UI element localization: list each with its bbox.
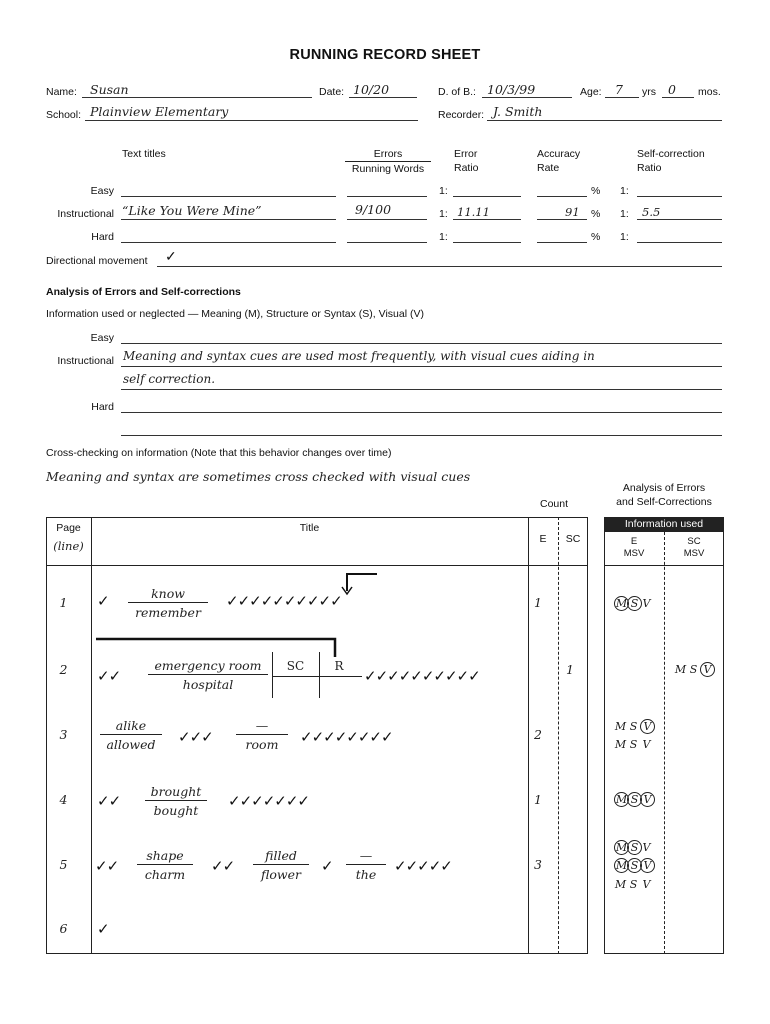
repetition-bracket-icon [95,637,340,659]
record-header-bottom [46,565,588,566]
row-hard-sc-line[interactable] [637,242,722,243]
miscue-text: the [355,867,377,882]
miscue-text: remember [135,605,201,620]
msv-m: M [614,720,627,733]
repetition-arrow-icon [338,571,380,597]
row-hard-errors-line[interactable] [347,242,427,243]
row-easy-label: Easy [90,185,114,197]
row-instructional-ratio-line [453,219,521,220]
row-instructional-sc-line [637,219,722,220]
miscue-text: bought [153,803,199,818]
error-count: 2 [534,727,542,742]
msv-s-circled: S [627,792,642,807]
directional-label: Directional movement [46,255,148,267]
miscue-alike-allowed [100,718,162,752]
check-marks: ✓✓✓✓✓ [394,857,452,875]
e-msv-line4 [614,792,653,807]
msv-m: M [614,878,627,891]
col-text-titles: Text titles [122,148,166,160]
row-hard-percent: % [591,231,601,243]
col-e-msv-bottom: MSV [623,548,645,559]
msv-v: V [642,738,651,751]
analysis-easy-line[interactable] [121,343,722,344]
record-e-sc-divider [558,517,559,954]
row-easy-sc-prefix: 1: [620,185,629,197]
name-value[interactable]: Susan [90,82,129,97]
analysis-instructional-label: Instructional [57,355,114,367]
msv-m: M [674,663,687,676]
row-hard-ratio-line[interactable] [453,242,521,243]
name-line [82,97,312,98]
miscue-know-remember [128,586,208,620]
date-label: Date: [319,86,345,98]
col-line-label: (line) [53,539,84,553]
col-page-label: Page [56,522,81,534]
repetition-mark: R [334,659,344,673]
errors-numerator-label: Errors [345,147,431,162]
e-msv-line1 [614,596,653,611]
col-accuracy [537,147,580,175]
analysis-info-line: Information used or neglected — Meaning (M), Structure or Syntax (S), Visual (V) [46,308,424,320]
miscue-text: allowed [106,737,156,752]
page-title: RUNNING RECORD SHEET [289,47,481,63]
line-number: 6 [59,921,68,936]
check-marks: ✓✓✓ [178,728,213,746]
row-easy-title-line[interactable] [121,196,336,197]
msv-s-circled: S [627,858,642,873]
error-count: 1 [534,595,542,610]
dob-label: D. of B.: [438,86,476,98]
e-msv-line3a [614,719,653,734]
miscue-shape-charm [137,848,193,882]
dob-value[interactable]: 10/3/99 [487,82,536,97]
error-ratio-bottom: Ratio [454,162,479,174]
msv-v: V [642,841,651,854]
col-sc-msv-bottom: MSV [683,548,705,559]
school-value[interactable]: Plainview Elementary [90,104,229,119]
analysis-hard-line-2[interactable] [121,435,722,436]
analysis-instructional-line-1 [121,366,722,367]
check-marks: ✓✓✓✓✓✓✓ [228,792,309,810]
row-instructional-ratio-prefix: 1: [439,208,448,220]
sc-count: 1 [566,662,574,677]
row-instructional-title[interactable]: “Like You Were Mine” [122,203,262,218]
line-number: 5 [59,857,68,872]
row-easy-ratio-prefix: 1: [439,185,448,197]
yrs-label: yrs [642,86,656,98]
row-easy-ratio-line[interactable] [453,196,521,197]
row-easy-percent: % [591,185,601,197]
check-marks: ✓✓✓✓✓✓✓✓ [300,728,393,746]
miscue-omission-the [346,848,386,882]
date-value[interactable]: 10/20 [353,82,390,97]
line-number: 4 [59,792,68,807]
age-years-line [605,97,639,98]
miscue-brought-bought [145,784,207,818]
line-number: 1 [59,595,68,610]
col-e-label: E [539,533,547,545]
line-number: 3 [59,727,68,742]
sc-ratio-bottom: Ratio [637,162,662,174]
msv-m: M [614,738,627,751]
crosscheck-label: Cross-checking on information (Note that this behavior changes over time) [46,447,392,459]
row-hard-title-line[interactable] [121,242,336,243]
analysis-instructional-line-2 [121,389,722,390]
error-ratio-top: Error [454,148,478,160]
row-hard-accuracy-line[interactable] [537,242,587,243]
msv-v-circled: V [640,719,655,734]
miscue-emergency-hospital [148,658,268,692]
row-instructional-errors[interactable]: 9/100 [355,202,392,217]
row-instructional-title-line [121,219,336,220]
sc-r-underline [272,676,362,677]
recorder-value[interactable]: J. Smith [493,104,543,119]
row-instructional-sc-prefix: 1: [620,208,629,220]
analysis-instructional-text-2[interactable]: self correction. [123,372,216,386]
row-instructional-sc[interactable]: 5.5 [642,205,661,219]
self-correction-mark: SC [286,659,305,673]
check-marks: ✓✓✓✓✓✓✓✓✓✓ [226,592,342,610]
miscue-said: alike [100,718,162,735]
msv-s: S [629,720,638,733]
msv-v: V [642,878,651,891]
col-errors-header [345,147,431,176]
col-title-label: Title [299,522,320,534]
row-easy-accuracy-line[interactable] [537,196,587,197]
date-line [349,97,417,98]
col-sc-msv-top: SC [687,536,701,547]
msv-m-circled: M [615,841,628,854]
info-used-banner: Information used [604,517,724,532]
age-label: Age: [580,86,602,98]
col-e-msv-top: E [630,536,638,547]
age-years-value[interactable]: 7 [615,82,623,97]
msv-v: V [642,597,651,610]
check-marks: ✓✓ [211,857,235,875]
name-label: Name: [46,86,77,98]
msv-v-circled: V [640,858,655,873]
check-marks: ✓ [97,920,109,938]
recorder-label: Recorder: [438,109,485,121]
miscue-text: hospital [182,677,234,692]
errors-denominator-label: Running Words [351,163,425,175]
msv-s: S [689,663,698,676]
msv-m-circled: M [615,793,628,806]
crosscheck-value[interactable]: Meaning and syntax are sometimes cross checked with visual cues [46,469,471,484]
accuracy-bottom: Rate [537,162,560,174]
error-count: 1 [534,792,542,807]
analysis-errors-label-1: Analysis of Errors [622,482,706,494]
col-e-msv [604,536,664,560]
col-sc-label: SC [565,533,581,545]
row-hard-ratio-prefix: 1: [439,231,448,243]
directional-check-icon[interactable]: ✓ [165,248,177,264]
msv-v-circled: V [640,792,655,807]
col-sc-ratio [637,147,705,175]
check-marks: ✓ [97,592,109,610]
error-count: 3 [534,857,542,872]
miscue-text: flower [261,867,301,882]
school-line [85,120,418,121]
age-months-value[interactable]: 0 [668,82,676,97]
recorder-line [487,120,722,121]
row-instructional-accuracy[interactable]: 91 [565,205,580,219]
miscue-text: room [245,737,279,752]
miscue-filled-flower [253,848,309,882]
miscue-omission-room [236,718,288,752]
msv-s: S [629,878,638,891]
msv-s-circled: S [627,840,642,855]
dob-line [482,97,572,98]
check-marks: ✓✓ [97,792,121,810]
miscue-said: shape [137,848,193,865]
line-number: 2 [59,662,68,677]
e-msv-line5a [614,840,653,855]
miscue-said: — [346,848,386,865]
record-page-divider [91,517,92,954]
accuracy-top: Accuracy [537,148,581,160]
analysis-divider [664,532,665,954]
row-easy-sc-line[interactable] [637,196,722,197]
msv-s: S [629,738,638,751]
analysis-easy-label: Easy [90,332,114,344]
msv-m-circled: M [615,859,628,872]
msv-s-circled: S [627,596,642,611]
analysis-heading: Analysis of Errors and Self-corrections [46,286,241,298]
age-months-line [662,97,694,98]
check-marks: ✓✓ [95,857,119,875]
e-msv-line5c [614,877,653,891]
check-marks: ✓✓✓✓✓✓✓✓✓✓ [364,667,480,685]
mos-label: mos. [698,86,721,98]
miscue-text: charm [144,867,186,882]
school-label: School: [46,109,82,121]
row-instructional-label: Instructional [57,208,114,220]
analysis-header-bottom [604,565,724,566]
e-msv-line3b [614,737,653,751]
check-marks: ✓✓ [97,667,121,685]
row-instructional-errors-line [347,219,427,220]
msv-v-circled: V [700,662,715,677]
row-instructional-accuracy-line [537,219,587,220]
col-error-ratio [454,147,479,175]
e-msv-line5b [614,858,653,873]
miscue-said: — [236,718,288,735]
row-hard-sc-prefix: 1: [620,231,629,243]
msv-m-circled: M [615,597,628,610]
row-hard-label: Hard [91,231,114,243]
analysis-errors-label-2: and Self-Corrections [616,496,712,508]
sc-ratio-top: Self-correction [637,148,705,160]
analysis-instructional-text-1[interactable]: Meaning and syntax cues are used most frequently, with visual cues aiding in [123,349,595,363]
miscue-said: brought [145,784,207,801]
miscue-said: emergency room [148,658,268,675]
analysis-hard-line-1[interactable] [121,412,722,413]
row-instructional-percent: % [591,208,601,220]
row-instructional-ratio[interactable]: 11.11 [457,205,490,219]
miscue-said: filled [253,848,309,865]
col-sc-msv [664,536,724,560]
miscue-said: know [128,586,208,603]
directional-line [157,266,722,267]
count-label: Count [540,498,569,510]
sc-msv-line2 [674,662,713,677]
row-easy-errors-line[interactable] [347,196,427,197]
check-marks: ✓ [321,857,333,875]
analysis-hard-label: Hard [91,401,114,413]
